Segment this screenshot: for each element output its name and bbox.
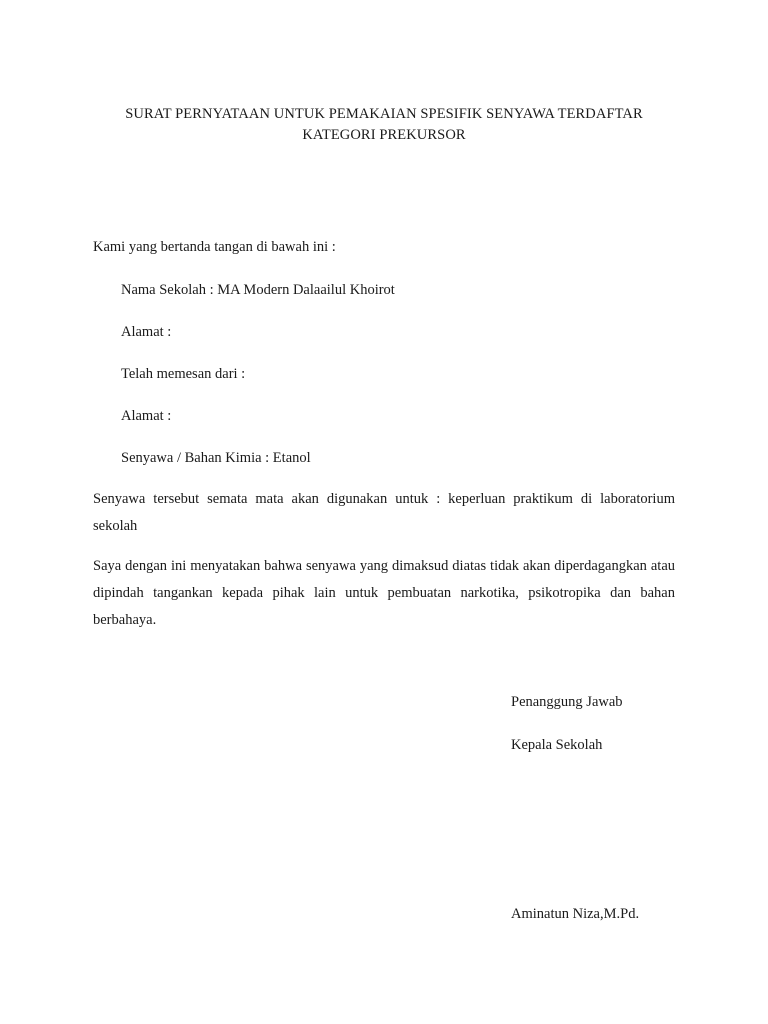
intro-text: Kami yang bertanda tangan di bawah ini : [93, 239, 336, 255]
signatory-name: Aminatun Niza,M.Pd. [511, 906, 640, 922]
address-field-2: Alamat : [121, 408, 172, 424]
compound-field: Senyawa / Bahan Kimia : Etanol [121, 450, 311, 466]
address-field-1: Alamat : [121, 324, 172, 340]
title-line-1: SURAT PERNYATAAN UNTUK PEMAKAIAN SPESIFIK SENYAWA TERDAFTAR [125, 106, 643, 122]
document-title [60, 104, 708, 146]
statement-paragraph: Saya dengan ini menyatakan bahwa senyawa yang dimaksud diatas tidak akan diperdagangkan atau dipindah tangankan kepada pihak lain untuk pembuatan narkotika, psikotropika dan bahan berbahaya. [93, 558, 675, 628]
signature-role-2: Kepala Sekolah [511, 737, 603, 753]
title-line-2: KATEGORI PREKURSOR [302, 127, 466, 143]
signature-role-1: Penanggung Jawab [511, 694, 623, 710]
purpose-paragraph: Senyawa tersebut semata mata akan digunakan untuk : keperluan praktikum di laboratorium sekolah [93, 491, 675, 534]
school-name-field: Nama Sekolah : MA Modern Dalaailul Khoirot [121, 282, 395, 298]
ordered-from-field: Telah memesan dari : [121, 366, 246, 382]
